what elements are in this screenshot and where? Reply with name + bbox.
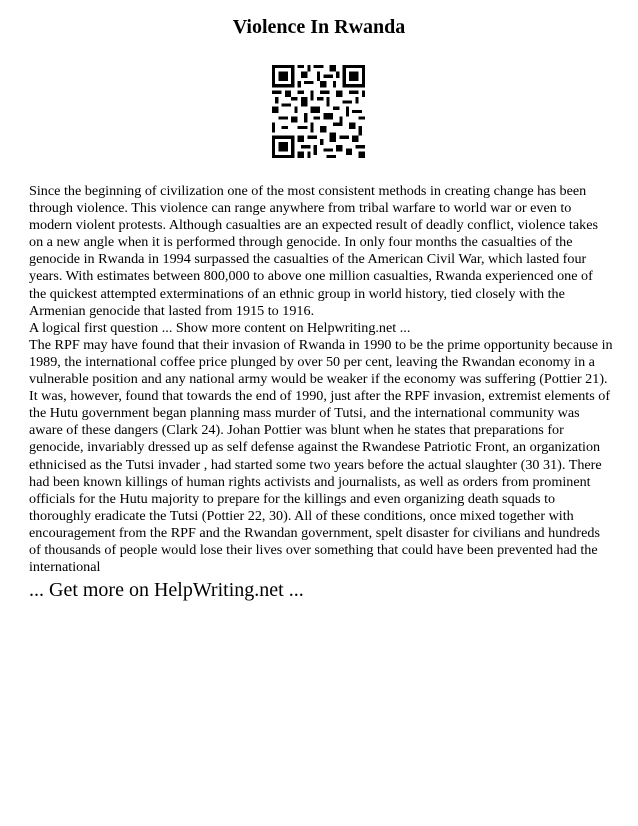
paragraph-intro: Since the beginning of civilization one of the most consistent methods in creating change has been through violence. This violence can range anywhere from tribal warfare to world war or even to modern violent protests. Although casualties are an expected result of deadly conflict, violence takes on a new angle when it is performed through genocide. In only four months the casualties of the genocide in Rwanda in 1994 surpassed the casualties of the American Civil War, which lasted four years. With estimates between 800,000 to above one million casualties, Rwanda experienced one of the quickest attempted exterminations of an ethnic group in world history, tied closely with the Armenian genocide that lasted from 1915 to 1916. xyxy=(29,183,598,319)
document-title: Violence In Rwanda xyxy=(232,16,406,38)
get-more-link[interactable]: ... Get more on HelpWriting.net ... xyxy=(29,579,304,601)
qr-code-icon[interactable] xyxy=(272,65,365,158)
paragraph-main: The RPF may have found that their invasion of Rwanda in 1990 to be the prime opportunity because in 1989, the international coffee price plunged by over 50 per cent, leaving the Rwandan economy in a vulnerable position and any national army would be weaker if the economy was suffering (Pottier 21). It was, however, found that towards the end of 1990, just after the RPF invasion, extremist elements of the Hutu government began planning mass murder of Tutsi, and the international community was aware of these dangers (Clark 24). Johan Pottier was blunt when he states that preparations for genocide, invariably dressed up as self defense against the Rwandese Patriotic Front, an organization ethnicised as the Tutsi invader , had started some two years before the actual slaughter (30 31). There had been known killings of human rights activists and journalists, as well as orders from prominent officials for the Hutu majority to prepare for the killings and even organizing death squads to thoroughly eradicate the Tutsi (Pottier 22, 30). All of these conditions, once mixed together with encouragement from the RPF and the Rwandan government, spelt disaster for civilians and hundreds of thousands of people would lose their lives over something that could have been prevented had the international xyxy=(29,336,613,576)
show-more-line[interactable]: A logical first question ... Show more content on Helpwriting.net ... xyxy=(29,319,411,336)
article-body xyxy=(29,183,613,576)
